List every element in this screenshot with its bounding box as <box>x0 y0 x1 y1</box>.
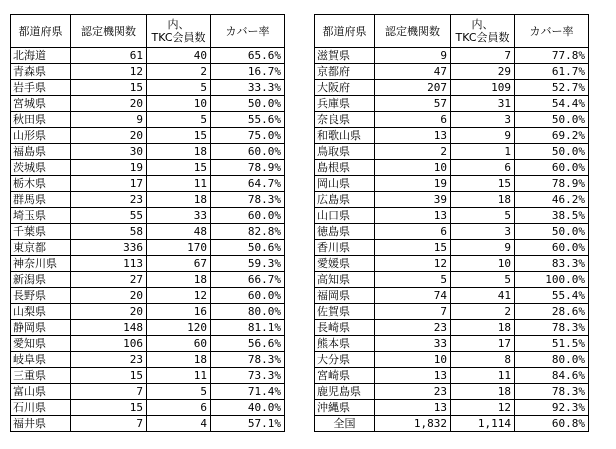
certified-count-cell: 58 <box>71 224 147 240</box>
table-row <box>11 80 285 96</box>
tkc-count-cell: 10 <box>147 96 211 112</box>
certified-count-cell: 6 <box>375 112 451 128</box>
prefecture-cell: 群馬県 <box>11 192 71 208</box>
coverage-rate-cell: 78.3% <box>211 192 285 208</box>
table-row <box>315 96 589 112</box>
prefecture-cell: 東京都 <box>11 240 71 256</box>
tkc-count-cell: 18 <box>451 384 515 400</box>
certified-count-cell: 9 <box>375 48 451 64</box>
prefecture-cell: 静岡県 <box>11 320 71 336</box>
certified-count-cell: 74 <box>375 288 451 304</box>
tkc-count-cell: 9 <box>451 128 515 144</box>
certified-count-cell: 13 <box>375 128 451 144</box>
prefecture-cell: 岡山県 <box>315 176 375 192</box>
tkc-count-cell: 3 <box>451 224 515 240</box>
table-row <box>315 144 589 160</box>
table-row <box>11 208 285 224</box>
coverage-rate-cell: 57.1% <box>211 416 285 432</box>
total-coverage: 60.8% <box>515 416 589 432</box>
certified-count-cell: 7 <box>71 416 147 432</box>
prefecture-cell: 大阪府 <box>315 80 375 96</box>
table-row <box>315 128 589 144</box>
table-row <box>315 368 589 384</box>
certified-count-cell: 20 <box>71 96 147 112</box>
header-tkc-line2: TKC会員数 <box>455 31 510 44</box>
prefecture-cell: 茨城県 <box>11 160 71 176</box>
coverage-table-right <box>314 14 589 432</box>
coverage-rate-cell: 50.6% <box>211 240 285 256</box>
prefecture-cell: 秋田県 <box>11 112 71 128</box>
table-body-left <box>11 48 285 432</box>
certified-count-cell: 12 <box>71 64 147 80</box>
prefecture-cell: 香川県 <box>315 240 375 256</box>
coverage-rate-cell: 78.3% <box>515 384 589 400</box>
coverage-rate-cell: 50.0% <box>515 224 589 240</box>
tkc-count-cell: 67 <box>147 256 211 272</box>
coverage-rate-cell: 54.4% <box>515 96 589 112</box>
table-row <box>315 64 589 80</box>
tkc-count-cell: 40 <box>147 48 211 64</box>
certified-count-cell: 15 <box>71 368 147 384</box>
coverage-rate-cell: 60.0% <box>211 144 285 160</box>
table-row <box>11 128 285 144</box>
certified-count-cell: 10 <box>375 160 451 176</box>
prefecture-cell: 鳥取県 <box>315 144 375 160</box>
certified-count-cell: 17 <box>71 176 147 192</box>
table-body-right <box>315 48 589 416</box>
prefecture-cell: 兵庫県 <box>315 96 375 112</box>
prefecture-cell: 奈良県 <box>315 112 375 128</box>
coverage-rate-cell: 78.9% <box>515 176 589 192</box>
table-row <box>315 320 589 336</box>
table-row <box>315 176 589 192</box>
certified-count-cell: 57 <box>375 96 451 112</box>
table-row <box>315 240 589 256</box>
certified-count-cell: 20 <box>71 128 147 144</box>
table-row <box>315 400 589 416</box>
certified-count-cell: 23 <box>71 192 147 208</box>
table-row <box>11 192 285 208</box>
tkc-count-cell: 60 <box>147 336 211 352</box>
prefecture-cell: 佐賀県 <box>315 304 375 320</box>
table-row <box>11 256 285 272</box>
coverage-rate-cell: 33.3% <box>211 80 285 96</box>
header-tkc-line2: TKC会員数 <box>151 31 206 44</box>
tkc-count-cell: 15 <box>451 176 515 192</box>
table-row <box>11 160 285 176</box>
prefecture-cell: 宮崎県 <box>315 368 375 384</box>
table-row <box>11 48 285 64</box>
coverage-rate-cell: 92.3% <box>515 400 589 416</box>
total-tkc: 1,114 <box>451 416 515 432</box>
prefecture-cell: 島根県 <box>315 160 375 176</box>
tkc-count-cell: 17 <box>451 336 515 352</box>
coverage-rate-cell: 75.0% <box>211 128 285 144</box>
coverage-rate-cell: 65.6% <box>211 48 285 64</box>
certified-count-cell: 7 <box>71 384 147 400</box>
table-row <box>315 48 589 64</box>
tkc-count-cell: 12 <box>147 288 211 304</box>
prefecture-cell: 栃木県 <box>11 176 71 192</box>
tkc-count-cell: 18 <box>147 192 211 208</box>
tkc-count-cell: 7 <box>451 48 515 64</box>
tkc-count-cell: 9 <box>451 240 515 256</box>
tkc-count-cell: 6 <box>147 400 211 416</box>
coverage-rate-cell: 78.3% <box>211 352 285 368</box>
tkc-count-cell: 33 <box>147 208 211 224</box>
prefecture-cell: 宮城県 <box>11 96 71 112</box>
certified-count-cell: 6 <box>375 224 451 240</box>
tkc-count-cell: 18 <box>451 192 515 208</box>
prefecture-cell: 三重県 <box>11 368 71 384</box>
coverage-rate-cell: 69.2% <box>515 128 589 144</box>
certified-count-cell: 15 <box>71 80 147 96</box>
total-label: 全国 <box>315 416 375 432</box>
coverage-table-left <box>10 14 285 432</box>
table-row <box>315 80 589 96</box>
certified-count-cell: 12 <box>375 256 451 272</box>
table-row <box>11 144 285 160</box>
tkc-count-cell: 11 <box>147 368 211 384</box>
certified-count-cell: 20 <box>71 304 147 320</box>
prefecture-cell: 青森県 <box>11 64 71 80</box>
table-row <box>11 64 285 80</box>
tkc-count-cell: 48 <box>147 224 211 240</box>
certified-count-cell: 33 <box>375 336 451 352</box>
table-row <box>11 368 285 384</box>
tkc-count-cell: 5 <box>147 112 211 128</box>
prefecture-cell: 沖縄県 <box>315 400 375 416</box>
tkc-count-cell: 8 <box>451 352 515 368</box>
coverage-rate-cell: 81.1% <box>211 320 285 336</box>
prefecture-cell: 福井県 <box>11 416 71 432</box>
certified-count-cell: 30 <box>71 144 147 160</box>
prefecture-cell: 熊本県 <box>315 336 375 352</box>
header-tkc <box>147 15 211 48</box>
header-certified: 認定機関数 <box>375 15 451 48</box>
total-certified: 1,832 <box>375 416 451 432</box>
prefecture-cell: 和歌山県 <box>315 128 375 144</box>
coverage-rate-cell: 50.0% <box>515 112 589 128</box>
table-row <box>315 208 589 224</box>
prefecture-cell: 山形県 <box>11 128 71 144</box>
table-row <box>11 112 285 128</box>
certified-count-cell: 23 <box>375 384 451 400</box>
coverage-rate-cell: 46.2% <box>515 192 589 208</box>
prefecture-cell: 富山県 <box>11 384 71 400</box>
table-row <box>11 336 285 352</box>
tkc-count-cell: 5 <box>147 80 211 96</box>
header-prefecture: 都道府県 <box>315 15 375 48</box>
tkc-count-cell: 29 <box>451 64 515 80</box>
header-coverage: カバー率 <box>211 15 285 48</box>
certified-count-cell: 5 <box>375 272 451 288</box>
certified-count-cell: 39 <box>375 192 451 208</box>
tkc-count-cell: 170 <box>147 240 211 256</box>
prefecture-cell: 新潟県 <box>11 272 71 288</box>
table-row <box>315 384 589 400</box>
prefecture-cell: 高知県 <box>315 272 375 288</box>
tkc-count-cell: 11 <box>451 368 515 384</box>
table-row <box>315 288 589 304</box>
header-tkc-line1: 内、 <box>471 18 494 31</box>
coverage-rate-cell: 50.0% <box>515 144 589 160</box>
prefecture-cell: 福岡県 <box>315 288 375 304</box>
coverage-rate-cell: 60.0% <box>211 288 285 304</box>
certified-count-cell: 336 <box>71 240 147 256</box>
coverage-rate-cell: 84.6% <box>515 368 589 384</box>
coverage-rate-cell: 66.7% <box>211 272 285 288</box>
coverage-rate-cell: 50.0% <box>211 96 285 112</box>
coverage-rate-cell: 80.0% <box>211 304 285 320</box>
certified-count-cell: 113 <box>71 256 147 272</box>
certified-count-cell: 61 <box>71 48 147 64</box>
coverage-rate-cell: 52.7% <box>515 80 589 96</box>
table-row <box>11 320 285 336</box>
table-row <box>315 304 589 320</box>
prefecture-cell: 神奈川県 <box>11 256 71 272</box>
prefecture-cell: 愛媛県 <box>315 256 375 272</box>
table-row <box>315 112 589 128</box>
certified-count-cell: 19 <box>375 176 451 192</box>
tkc-count-cell: 6 <box>451 160 515 176</box>
prefecture-cell: 石川県 <box>11 400 71 416</box>
tkc-count-cell: 18 <box>147 272 211 288</box>
prefecture-cell: 埼玉県 <box>11 208 71 224</box>
header-row <box>315 15 589 48</box>
table-row <box>11 176 285 192</box>
prefecture-cell: 北海道 <box>11 48 71 64</box>
certified-count-cell: 47 <box>375 64 451 80</box>
header-certified: 認定機関数 <box>71 15 147 48</box>
coverage-rate-cell: 55.4% <box>515 288 589 304</box>
tkc-count-cell: 2 <box>147 64 211 80</box>
prefecture-cell: 山梨県 <box>11 304 71 320</box>
table-row <box>11 400 285 416</box>
prefecture-cell: 福島県 <box>11 144 71 160</box>
certified-count-cell: 148 <box>71 320 147 336</box>
table-row <box>315 336 589 352</box>
tkc-count-cell: 10 <box>451 256 515 272</box>
certified-count-cell: 9 <box>71 112 147 128</box>
tkc-count-cell: 15 <box>147 160 211 176</box>
certified-count-cell: 15 <box>375 240 451 256</box>
tkc-count-cell: 41 <box>451 288 515 304</box>
tkc-count-cell: 15 <box>147 128 211 144</box>
coverage-rate-cell: 51.5% <box>515 336 589 352</box>
coverage-rate-cell: 64.7% <box>211 176 285 192</box>
coverage-rate-cell: 82.8% <box>211 224 285 240</box>
header-row <box>11 15 285 48</box>
prefecture-cell: 愛知県 <box>11 336 71 352</box>
header-prefecture: 都道府県 <box>11 15 71 48</box>
coverage-rate-cell: 60.0% <box>211 208 285 224</box>
coverage-rate-cell: 59.3% <box>211 256 285 272</box>
prefecture-cell: 岩手県 <box>11 80 71 96</box>
table-row <box>11 240 285 256</box>
header-tkc-line1: 内、 <box>167 18 190 31</box>
tkc-count-cell: 5 <box>147 384 211 400</box>
certified-count-cell: 13 <box>375 368 451 384</box>
tkc-count-cell: 3 <box>451 112 515 128</box>
certified-count-cell: 207 <box>375 80 451 96</box>
tkc-count-cell: 31 <box>451 96 515 112</box>
tkc-count-cell: 109 <box>451 80 515 96</box>
coverage-rate-cell: 77.8% <box>515 48 589 64</box>
tkc-count-cell: 11 <box>147 176 211 192</box>
table-row <box>11 288 285 304</box>
prefecture-cell: 山口県 <box>315 208 375 224</box>
coverage-rate-cell: 60.0% <box>515 240 589 256</box>
tkc-count-cell: 2 <box>451 304 515 320</box>
coverage-rate-cell: 83.3% <box>515 256 589 272</box>
tkc-count-cell: 18 <box>451 320 515 336</box>
coverage-rate-cell: 55.6% <box>211 112 285 128</box>
header-tkc <box>451 15 515 48</box>
table-row <box>11 416 285 432</box>
certified-count-cell: 20 <box>71 288 147 304</box>
prefecture-cell: 長崎県 <box>315 320 375 336</box>
table-row <box>11 304 285 320</box>
table-row <box>11 352 285 368</box>
coverage-rate-cell: 38.5% <box>515 208 589 224</box>
tkc-count-cell: 120 <box>147 320 211 336</box>
total-row <box>315 416 589 432</box>
prefecture-cell: 鹿児島県 <box>315 384 375 400</box>
table-row <box>315 160 589 176</box>
prefecture-cell: 大分県 <box>315 352 375 368</box>
prefecture-cell: 長野県 <box>11 288 71 304</box>
coverage-rate-cell: 16.7% <box>211 64 285 80</box>
tkc-count-cell: 18 <box>147 144 211 160</box>
header-coverage: カバー率 <box>515 15 589 48</box>
certified-count-cell: 27 <box>71 272 147 288</box>
tkc-count-cell: 18 <box>147 352 211 368</box>
certified-count-cell: 23 <box>375 320 451 336</box>
certified-count-cell: 19 <box>71 160 147 176</box>
coverage-rate-cell: 56.6% <box>211 336 285 352</box>
coverage-rate-cell: 40.0% <box>211 400 285 416</box>
table-row <box>315 352 589 368</box>
certified-count-cell: 15 <box>71 400 147 416</box>
table-row <box>11 272 285 288</box>
coverage-rate-cell: 78.9% <box>211 160 285 176</box>
coverage-rate-cell: 80.0% <box>515 352 589 368</box>
prefecture-cell: 千葉県 <box>11 224 71 240</box>
table-row <box>315 192 589 208</box>
coverage-rate-cell: 71.4% <box>211 384 285 400</box>
table-row <box>11 224 285 240</box>
tkc-count-cell: 5 <box>451 208 515 224</box>
coverage-rate-cell: 28.6% <box>515 304 589 320</box>
table-row <box>315 256 589 272</box>
certified-count-cell: 2 <box>375 144 451 160</box>
certified-count-cell: 106 <box>71 336 147 352</box>
certified-count-cell: 13 <box>375 208 451 224</box>
tkc-count-cell: 5 <box>451 272 515 288</box>
prefecture-cell: 徳島県 <box>315 224 375 240</box>
certified-count-cell: 23 <box>71 352 147 368</box>
coverage-rate-cell: 100.0% <box>515 272 589 288</box>
prefecture-cell: 岐阜県 <box>11 352 71 368</box>
coverage-rate-cell: 61.7% <box>515 64 589 80</box>
tkc-count-cell: 4 <box>147 416 211 432</box>
certified-count-cell: 13 <box>375 400 451 416</box>
prefecture-cell: 広島県 <box>315 192 375 208</box>
certified-count-cell: 55 <box>71 208 147 224</box>
coverage-rate-cell: 73.3% <box>211 368 285 384</box>
tkc-count-cell: 16 <box>147 304 211 320</box>
table-row <box>315 224 589 240</box>
tkc-count-cell: 1 <box>451 144 515 160</box>
prefecture-cell: 京都府 <box>315 64 375 80</box>
table-row <box>11 96 285 112</box>
coverage-rate-cell: 78.3% <box>515 320 589 336</box>
certified-count-cell: 7 <box>375 304 451 320</box>
certified-count-cell: 10 <box>375 352 451 368</box>
table-row <box>315 272 589 288</box>
coverage-rate-cell: 60.0% <box>515 160 589 176</box>
tkc-count-cell: 12 <box>451 400 515 416</box>
table-row <box>11 384 285 400</box>
prefecture-cell: 滋賀県 <box>315 48 375 64</box>
